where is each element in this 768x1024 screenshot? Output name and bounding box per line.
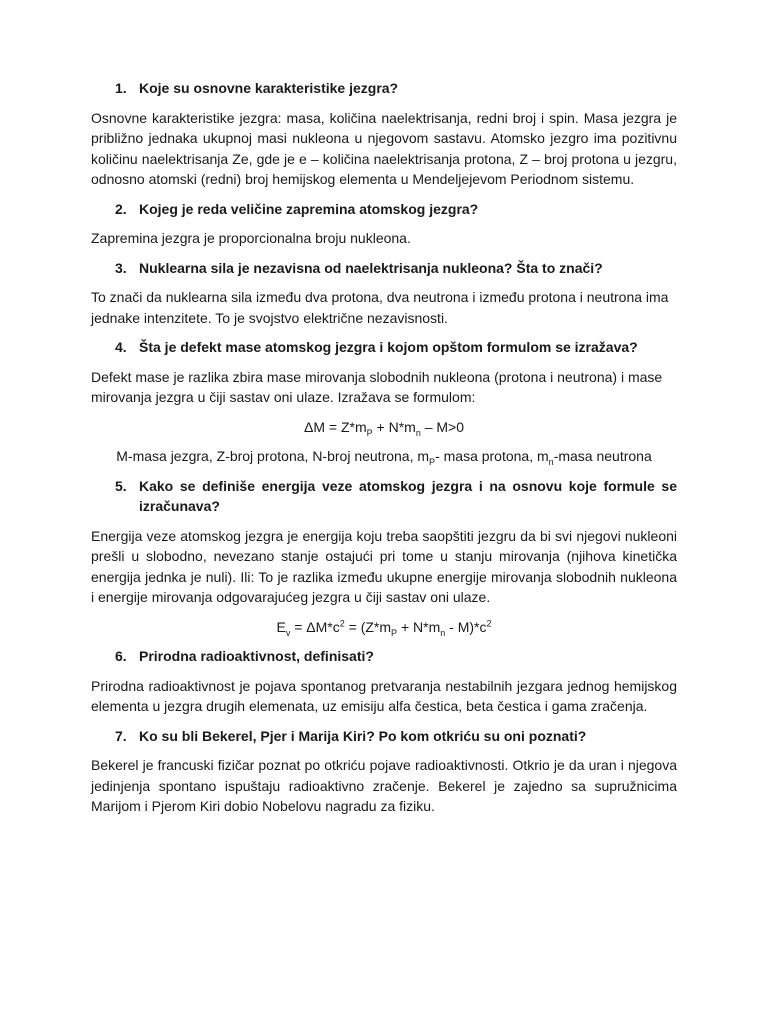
question-text: Koje su osnovne karakteristike jezgra?: [139, 80, 399, 96]
question-number: 5.: [115, 477, 127, 494]
question-number: 7.: [115, 727, 127, 744]
answer-4: Defekt mase je razlika zbira mase mirovanja slobodnih nukleona (protona i neutrona) i mase mirovanja jezgra u čiji sastav oni ulaze. Izražava se formulom:: [91, 368, 663, 405]
question-number: 2.: [115, 200, 127, 217]
answer-1: Osnovne karakteristike jezgra: masa, količina naelektrisanja, redni broj i spin. Masa jezgra je približno jednaka ukupnoj masi nukleona u njegovom sastavu. Atomsko jezgro ima pozitivnu količinu naelektrisanja Ze, gde je e – količina naelektrisanja protona, Z – broj protona u jezgru, odnosno atomski (redni) broj hemijskog elementa u Mendeljejevom Periodnom sistemu.: [91, 109, 677, 187]
question-4: [91, 337, 677, 358]
question-text: Šta je defekt mase atomskog jezgra i kojom opštom formulom se izražava?: [139, 339, 638, 355]
question-number: 3.: [115, 259, 127, 276]
answer-3: To znači da nuklearna sila između dva protona, dva neutrona i između protona i neutrona ima jednake intenzitete. To je svojstvo električne nezavisnosti.: [91, 289, 669, 326]
question-number: 6.: [115, 648, 127, 664]
question-text: Ko su bli Bekerel, Pjer i Marija Kiri? Po kom otkriću su oni poznati?: [139, 727, 587, 744]
question-3: [91, 258, 677, 279]
mass-defect-formula: $\Delta M = Z*m_P + N*m_n - M>0$: [303, 418, 465, 438]
question-7: [91, 726, 677, 747]
answer-7: Bekerel je francuski fizičar poznat po otkriću pojave radioaktivnosti. Otkrio je da uran i njegova jedinjenja spontano ispuštaju radioaktivno zračenje. Bekerel je zajedno sa supružnicima Marijom i Pjerom Kiri dobio Nobelovu nagradu za fiziku.: [91, 757, 677, 814]
question-number: 1.: [115, 80, 127, 96]
question-5: [91, 476, 677, 517]
document-body: [91, 78, 677, 826]
question-text: Nuklearna sila je nezavisna od naelektrisanja nukleona? Šta to znači?: [139, 259, 603, 276]
binding-energy-formula: $E_v = \Delta M*c^2 = (Z*m_P + N*m_n - M)*c^2$: [276, 617, 492, 638]
answer-6: Prirodna radioaktivnost je pojava spontanog pretvaranja nestabilnih jezgara jednog hemijskog elementa u jezgra drugih elemenata, uz emisiju alfa čestica, beta čestica i gama zračenja.: [91, 677, 677, 714]
question-number: 4.: [115, 339, 127, 355]
question-text: Prirodna radioaktivnost, definisati?: [139, 648, 374, 664]
answer-2: Zapremina jezgra je proporcionalna broju nukleona.: [91, 230, 411, 246]
question-1: [91, 78, 677, 99]
answer-5: Energija veze atomskog jezgra je energija koju treba saopštiti jezgru da bi svi njegovi nukleoni prešli u slobodno, nevezano stanje ostajući pri tome u stanju mirovanja (njihova kinetička energija jednka je nuli). Ili: To je razlika između ukupne energije mirovanja slobodnih nukleona i energije mirovanja odgovarajućeg jezgra u čiji sastav oni ulaze.: [91, 527, 677, 605]
question-text: Kojeg je reda veličine zapremina atomskog jezgra?: [139, 200, 479, 217]
question-6: [91, 646, 677, 667]
mass-defect-variables: M-masa jezgra, Z-broj protona, N-broj neutrona, $m_P-$ masa protona, $m_n$-masa neutrona: [116, 448, 652, 467]
question-text: Kako se definiše energija veze atomskog jezgra i na osnovu koje formule se izračunava?: [139, 477, 677, 514]
question-2: [91, 199, 677, 220]
